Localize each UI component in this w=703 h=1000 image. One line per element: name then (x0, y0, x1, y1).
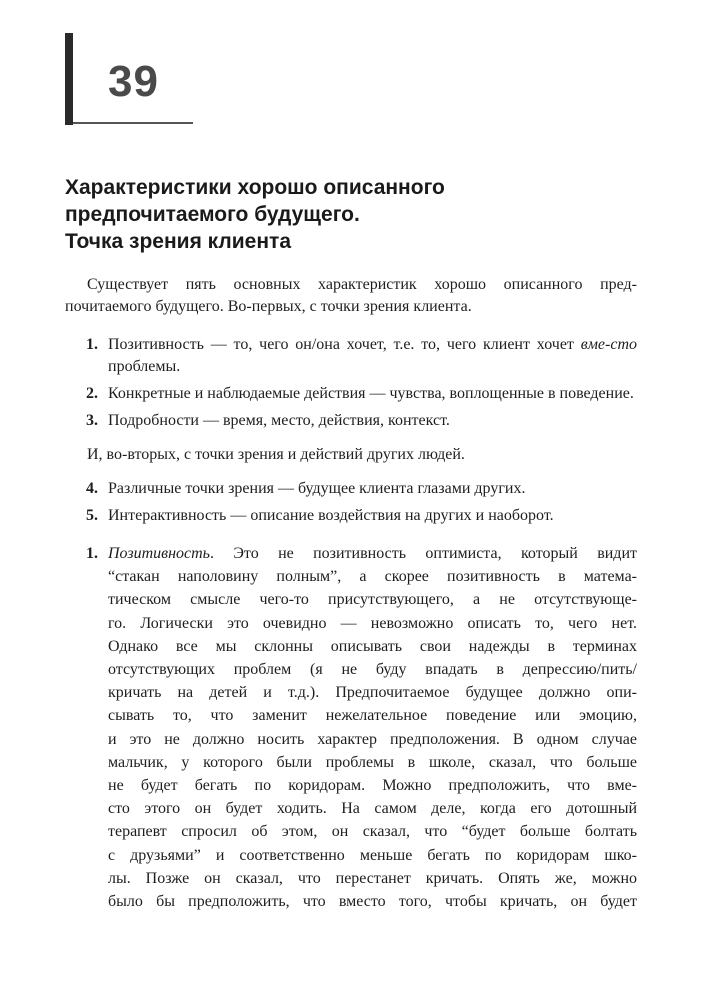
chapter-number: 39 (108, 57, 159, 106)
list-text: Подробности — время, место, действия, контекст. (108, 412, 450, 429)
detail-line: с друзьями” и соответственно меньше бегать по коридорам шко- (108, 846, 637, 864)
list-text: Интерактивность — описание воздействия на других и наоборот. (108, 507, 554, 524)
others-view-list (65, 478, 637, 527)
title-line: Характеристики хорошо описанного (65, 176, 445, 199)
list-number: 1. (86, 545, 98, 562)
chapter-rule (73, 122, 193, 124)
client-view-list (65, 334, 637, 432)
list-item (65, 478, 637, 500)
list-item (65, 383, 637, 405)
list-number: 1. (86, 336, 98, 353)
page-body (65, 274, 637, 929)
detail-line: отсутствующих проблем (я не буду впадать в депрессию/пить/ (108, 661, 637, 679)
list-item (65, 410, 637, 432)
detail-lead: Позитивность (108, 545, 210, 562)
middle-paragraph: И, во-вторых, с точки зрения и действий других людей. (87, 446, 465, 463)
list-number: 5. (86, 507, 98, 524)
detail-line: Однако все мы склонны описывать свои надежды в терминах (108, 637, 637, 655)
title-line: Точка зрения клиента (65, 230, 291, 253)
intro-paragraph: Существует пять основных характеристик хорошо описанного пред-почитаемого будущего. Во-первых, с точки зрения клиента. (65, 276, 637, 315)
detail-line: и это не должно носить характер предположения. В одном случае (108, 730, 637, 748)
list-item (65, 542, 637, 913)
detail-line: лы. Позже он сказал, что перестанет кричать. Опять же, можно (108, 869, 637, 887)
list-text: Позитивность — то, чего он/она хочет, т.е. то, чего клиент хочет (108, 336, 581, 353)
list-item (65, 334, 637, 378)
detail-line: не будет бегать по коридорам. Можно предположить, что вме- (108, 777, 637, 795)
detail-line: кричать на детей и т.д.). Предпочитаемое будущее должно опи- (108, 684, 637, 702)
detail-line: сто этого он будет ходить. На самом деле, когда его дотошный (108, 800, 637, 818)
detail-line: было бы предположить, что вместо того, чтобы кричать, он будет (108, 893, 637, 911)
detail-line: сывать то, что заменит нежелательное поведение или эмоцию, (108, 707, 637, 725)
list-number: 4. (86, 480, 98, 497)
detail-line: “стакан наполовину полным”, а скорее позитивность в матема- (108, 568, 637, 586)
positivity-detail (65, 542, 637, 913)
list-text: Конкретные и наблюдаемые действия — чувства, воплощенные в поведение. (108, 385, 634, 402)
detail-line (108, 542, 637, 565)
list-text-tail: проблемы. (108, 358, 181, 375)
detail-line: мальчик, у которого были проблемы в школе, сказал, что больше (108, 753, 637, 771)
title-line: предпочитаемого будущего. (65, 203, 360, 226)
list-number: 3. (86, 412, 98, 429)
list-item (65, 505, 637, 527)
detail-line: терапевт спросил об этом, он сказал, что “будет больше болтать (108, 823, 637, 841)
list-text: Различные точки зрения — будущее клиента глазами других. (108, 480, 526, 497)
detail-line: тическом смысле чего-то присутствующего, а не отсутствующе- (108, 591, 637, 609)
detail-line-text: . Это не позитивность оптимиста, который видит (209, 545, 637, 562)
list-number: 2. (86, 385, 98, 402)
list-emphasis: вме-сто (580, 336, 637, 353)
detail-line: го. Логически это очевидно — невозможно описать то, чего нет. (108, 614, 637, 632)
section-title (65, 174, 665, 255)
chapter-bar (65, 33, 73, 125)
